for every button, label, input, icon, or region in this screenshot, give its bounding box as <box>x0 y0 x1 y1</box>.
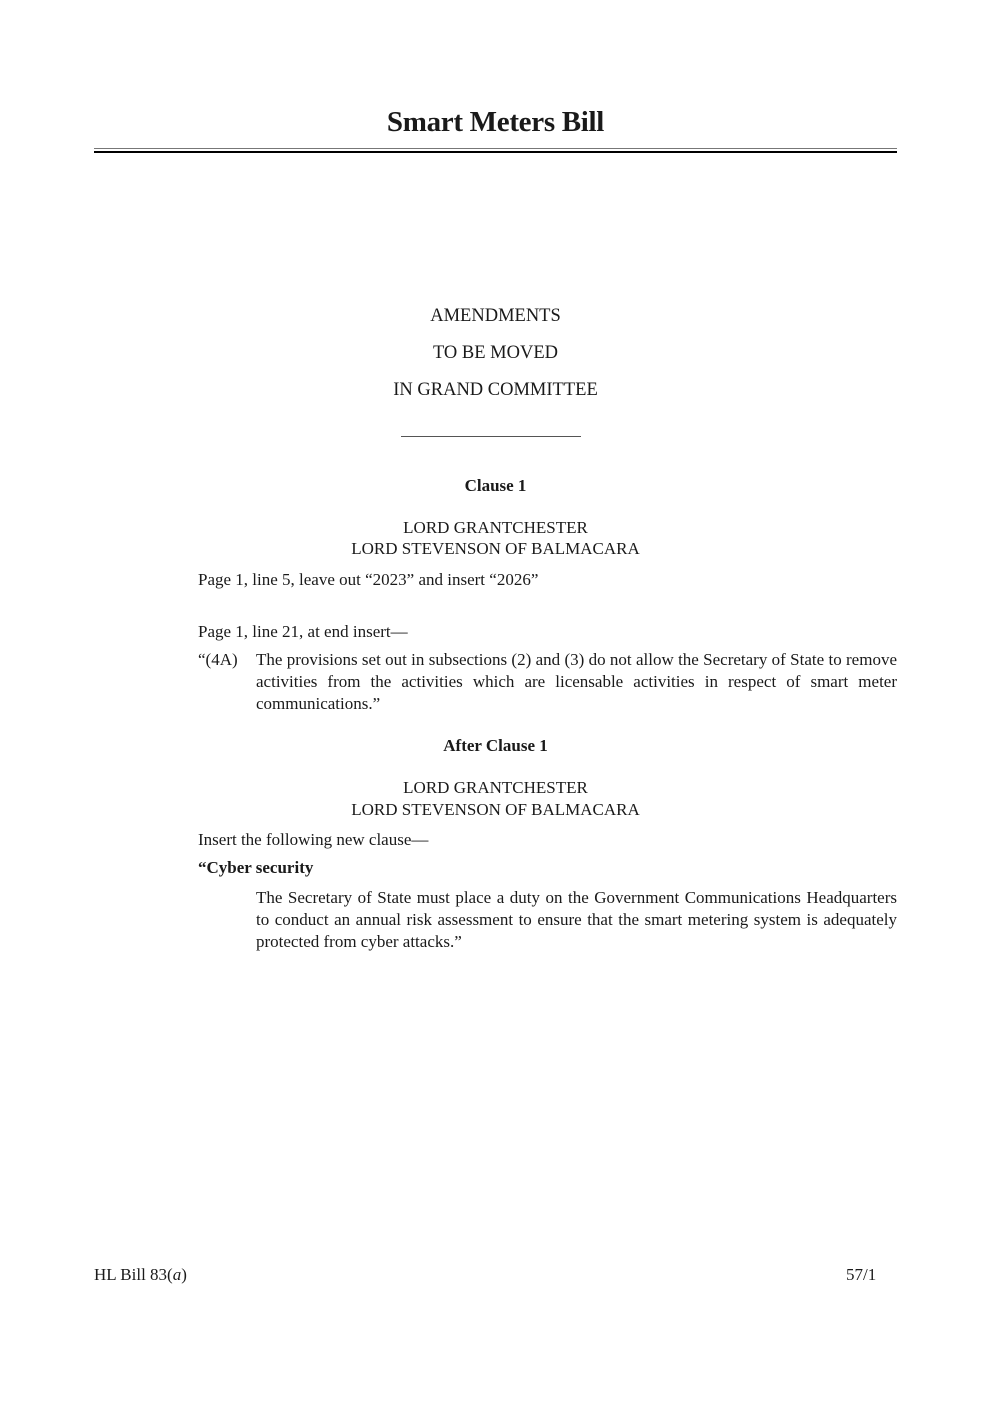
section-heading-after-clause-1: After Clause 1 <box>443 736 548 755</box>
amendment-text: Page 1, line 21, at end insert— <box>198 622 408 641</box>
title-rule-thin <box>94 148 897 149</box>
sponsor-name: LORD GRANTCHESTER <box>403 518 588 537</box>
page-reference: 57/1 <box>846 1265 877 1284</box>
bill-ref-italic: a <box>172 1265 182 1284</box>
new-clause-title: “Cyber security <box>198 858 314 877</box>
sponsor-name: LORD GRANTCHESTER <box>403 778 588 797</box>
bill-reference <box>94 1265 187 1285</box>
bill-ref-prefix: HL Bill 83( <box>94 1265 173 1284</box>
section-divider <box>401 436 581 437</box>
heading-to-be-moved: TO BE MOVED <box>432 343 559 363</box>
inserted-subsection-text: The provisions set out in subsections (2) and (3) do not allow the Secretary of State to remove activities from the activities which are licensable activities in respect of smart meter communications.” <box>256 650 897 713</box>
amendment-text: Insert the following new clause— <box>198 830 429 849</box>
heading-amendments: AMENDMENTS <box>430 306 561 326</box>
document-title: Smart Meters Bill <box>386 106 605 138</box>
inserted-subsection-label: “(4A) <box>198 650 238 669</box>
heading-grand-committee: IN GRAND COMMITTEE <box>393 380 598 400</box>
bill-ref-suffix: ) <box>181 1265 187 1284</box>
title-rule-thick <box>94 151 897 153</box>
new-clause-text: The Secretary of State must place a duty on the Government Communications Headquarters to conduct an annual risk assessment to ensure that the smart metering system is adequately protected from cyber attacks.” <box>256 888 897 951</box>
section-heading-clause-1: Clause 1 <box>464 476 527 495</box>
sponsor-name: LORD STEVENSON OF BALMACARA <box>351 800 640 819</box>
amendment-text: Page 1, line 5, leave out “2023” and insert “2026” <box>198 570 539 589</box>
sponsor-name: LORD STEVENSON OF BALMACARA <box>351 539 640 558</box>
